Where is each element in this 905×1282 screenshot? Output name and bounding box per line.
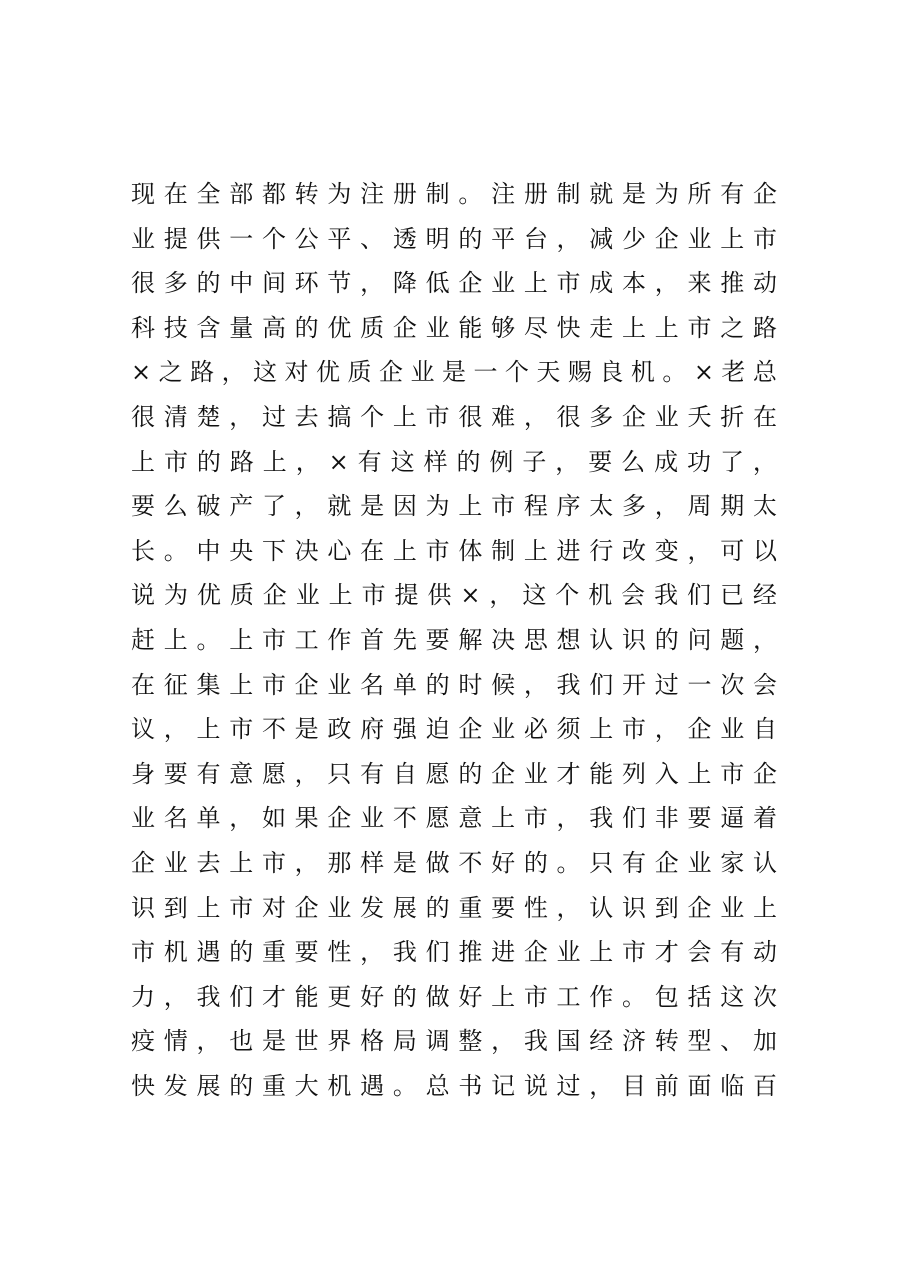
text-line: 市 机 遇 的 重 要 性 ， 我 们 推 进 企 业 上 市 才 会 有 动 — [131, 938, 777, 967]
text-line: 企 业 去 上 市 ， 那 样 是 做 不 好 的 。 只 有 企 业 家 认 — [131, 848, 777, 877]
text-line: 要 么 破 产 了 ， 就 是 因 为 上 市 程 序 太 多 ， 周 期 太 — [131, 492, 777, 521]
body-text — [131, 172, 777, 1108]
text-line: 识 到 上 市 对 企 业 发 展 的 重 要 性 ， 认 识 到 企 业 上 — [131, 893, 777, 922]
text-line: 业 名 单 ， 如 果 企 业 不 愿 意 上 市 ， 我 们 非 要 逼 着 — [131, 804, 777, 833]
text-line: 身 要 有 意 愿 ， 只 有 自 愿 的 企 业 才 能 列 入 上 市 企 — [131, 759, 777, 788]
text-line: 说 为 优 质 企 业 上 市 提 供 × ， 这 个 机 会 我 们 已 经 — [131, 581, 777, 610]
text-line: 快 发 展 的 重 大 机 遇 。 总 书 记 说 过 ， 目 前 面 临 百 — [131, 1071, 777, 1100]
text-line: 在 征 集 上 市 企 业 名 单 的 时 候 ， 我 们 开 过 一 次 会 — [131, 670, 777, 699]
text-line: 很 清 楚 ， 过 去 搞 个 上 市 很 难 ， 很 多 企 业 夭 折 在 — [131, 402, 777, 431]
text-line: 科 技 含 量 高 的 优 质 企 业 能 够 尽 快 走 上 上 市 之 路 — [131, 313, 777, 342]
text-line: 业 提 供 一 个 公 平 、 透 明 的 平 台 ， 减 少 企 业 上 市 — [131, 224, 777, 253]
text-line: 力 ， 我 们 才 能 更 好 的 做 好 上 市 工 作 。 包 括 这 次 — [131, 982, 777, 1011]
text-line: 现 在 全 部 都 转 为 注 册 制 。 注 册 制 就 是 为 所 有 企 — [131, 180, 777, 208]
text-line: 疫 情 ， 也 是 世 界 格 局 调 整 ， 我 国 经 济 转 型 、 加 — [131, 1027, 777, 1056]
text-line: 议 ， 上 市 不 是 政 府 强 迫 企 业 必 须 上 市 ， 企 业 自 — [131, 715, 777, 744]
text-line: × 之 路 ， 这 对 优 质 企 业 是 一 个 天 赐 良 机 。 × 老 总 — [131, 358, 777, 387]
text-line: 很 多 的 中 间 环 节 ， 降 低 企 业 上 市 成 本 ， 来 推 动 — [131, 269, 777, 298]
text-line: 赶 上 。 上 市 工 作 首 先 要 解 决 思 想 认 识 的 问 题 ， — [131, 625, 777, 654]
text-line: 上 市 的 路 上 ， × 有 这 样 的 例 子 ， 要 么 成 功 了 ， — [131, 447, 777, 476]
text-line: 长 。 中 央 下 决 心 在 上 市 体 制 上 进 行 改 变 ， 可 以 — [131, 536, 777, 565]
